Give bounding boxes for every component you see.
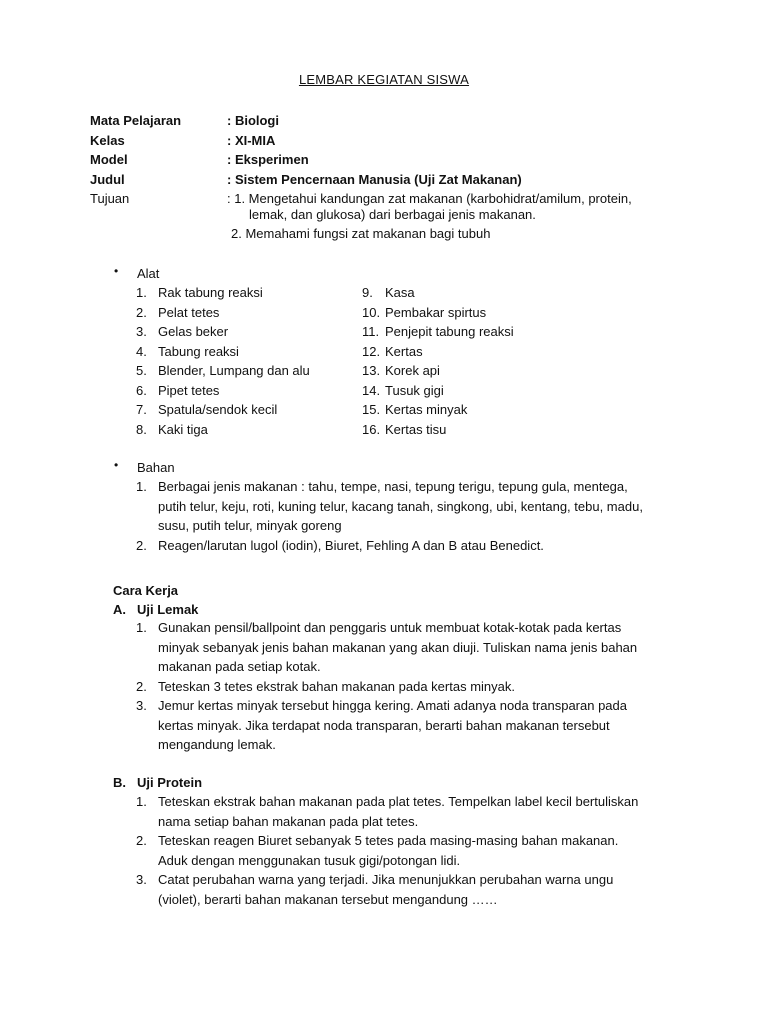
uji-protein-heading: Uji Protein (137, 775, 203, 790)
list-item-number: 13. (362, 363, 381, 378)
step-text: Teteskan ekstrak bahan makanan pada plat tetes. Tempelkan label kecil bertuliskan (158, 794, 639, 809)
objective-2: 2. Memahami fungsi zat makanan bagi tubuh (231, 226, 491, 241)
meta-label: Tujuan (90, 191, 130, 206)
uji-lemak-letter: A. (113, 602, 126, 617)
step-text: Gunakan pensil/ballpoint dan penggaris untuk membuat kotak-kotak pada kertas (158, 620, 622, 635)
uji-lemak-heading: Uji Lemak (137, 602, 199, 617)
bahan-item-text: susu, putih telur, minyak goreng (158, 518, 342, 533)
step-text: nama setiap bahan makanan pada plat tetes. (158, 813, 419, 829)
meta-value: : XI-MIA (227, 132, 276, 148)
bahan-item-number: 2. (136, 537, 147, 553)
list-item-number: 10. (362, 304, 381, 320)
bullet-icon: • (114, 264, 119, 278)
meta-row-class (90, 131, 690, 151)
list-item: Blender, Lumpang dan alu (158, 363, 310, 378)
list-item: Kertas tisu (385, 421, 447, 437)
list-item-number: 2. (136, 304, 147, 320)
meta-row-model (90, 150, 690, 170)
list-item: Kertas (385, 343, 423, 359)
meta-label: Mata Pelajaran (90, 113, 182, 128)
step-text: kertas minyak. Jika terdapat noda transparan, berarti bahan makanan tersebut (158, 717, 610, 733)
list-item-number: 4. (136, 343, 147, 359)
step-text: minyak sebanyak jenis bahan makanan yang akan diuji. Tuliskan nama jenis bahan (158, 639, 638, 655)
list-item-number: 1. (136, 285, 147, 300)
step-number: 1. (136, 794, 147, 809)
meta-row-title (90, 170, 690, 190)
page-title: LEMBAR KEGIATAN SISWA (298, 72, 470, 87)
metadata-block (90, 111, 690, 209)
bahan-item-text: putih telur, keju, roti, kuning telur, kacang tanah, singkong, ubi, kentang, tebu, madu, (158, 498, 643, 514)
list-item-number: 12. (362, 343, 381, 359)
step-text: Jemur kertas minyak tersebut hingga kering. Amati adanya noda transparan pada (158, 698, 627, 713)
meta-label: Kelas (90, 132, 125, 148)
list-item: Korek api (385, 363, 440, 378)
step-number: 3. (136, 698, 147, 713)
bahan-heading: Bahan (137, 460, 175, 475)
list-item: Tabung reaksi (158, 343, 239, 359)
list-item: Tusuk gigi (385, 382, 444, 398)
bahan-item-number: 1. (136, 479, 147, 494)
cara-kerja-heading: Cara Kerja (113, 583, 179, 598)
bullet-icon: • (114, 458, 119, 472)
list-item-number: 11. (362, 324, 380, 339)
bahan-item-text: Berbagai jenis makanan : tahu, tempe, nasi, tepung terigu, tepung gula, mentega, (158, 479, 628, 494)
list-item: Kaki tiga (158, 421, 208, 437)
list-item-number: 15. (362, 402, 381, 417)
bahan-item-text: Reagen/larutan lugol (iodin), Biuret, Fehling A dan B atau Benedict. (158, 537, 544, 553)
list-item-number: 3. (136, 324, 147, 339)
step-number: 2. (136, 678, 147, 694)
meta-label: Judul (90, 171, 125, 187)
list-item: Spatula/sendok kecil (158, 402, 278, 417)
list-item: Kertas minyak (385, 402, 468, 417)
list-item-number: 6. (136, 382, 147, 398)
list-item: Pipet tetes (158, 382, 220, 398)
meta-value: : Biologi (227, 113, 279, 128)
step-text: makanan pada setiap kotak. (158, 659, 321, 674)
list-item-number: 14. (362, 382, 381, 398)
step-text: Teteskan 3 tetes ekstrak bahan makanan pada kertas minyak. (158, 678, 515, 694)
list-item: Pelat tetes (158, 304, 220, 320)
step-number: 2. (136, 833, 147, 848)
list-item-number: 7. (136, 402, 147, 417)
objective-continuation: lemak, dan glukosa) dari berbagai jenis makanan. (249, 207, 536, 222)
list-item-number: 16. (362, 421, 381, 437)
uji-protein-letter: B. (113, 775, 126, 790)
meta-label: Model (90, 152, 128, 167)
list-item: Penjepit tabung reaksi (385, 324, 514, 339)
alat-heading: Alat (137, 266, 160, 281)
list-item: Kasa (385, 285, 415, 300)
list-item: Gelas beker (158, 324, 229, 339)
list-item: Pembakar spirtus (385, 304, 487, 320)
list-item-number: 5. (136, 363, 147, 378)
step-text: (violet), berarti bahan makanan tersebut mengandung …… (158, 891, 498, 907)
step-text: Catat perubahan warna yang terjadi. Jika menunjukkan perubahan warna ungu (158, 872, 614, 887)
step-number: 3. (136, 872, 147, 887)
step-number: 1. (136, 620, 147, 635)
step-text: Aduk dengan menggunakan tusuk gigi/potongan lidi. (158, 852, 461, 868)
list-item: Rak tabung reaksi (158, 285, 263, 300)
meta-row-subject (90, 111, 690, 131)
meta-value: : Eksperimen (227, 152, 309, 167)
meta-value: : Sistem Pencernaan Manusia (Uji Zat Makanan) (227, 171, 522, 187)
step-text: Teteskan reagen Biuret sebanyak 5 tetes pada masing-masing bahan makanan. (158, 833, 619, 848)
meta-value: : 1. Mengetahui kandungan zat makanan (karbohidrat/amilum, protein, (227, 191, 632, 206)
list-item-number: 8. (136, 421, 147, 437)
step-text: mengandung lemak. (158, 737, 276, 752)
list-item-number: 9. (362, 285, 373, 300)
